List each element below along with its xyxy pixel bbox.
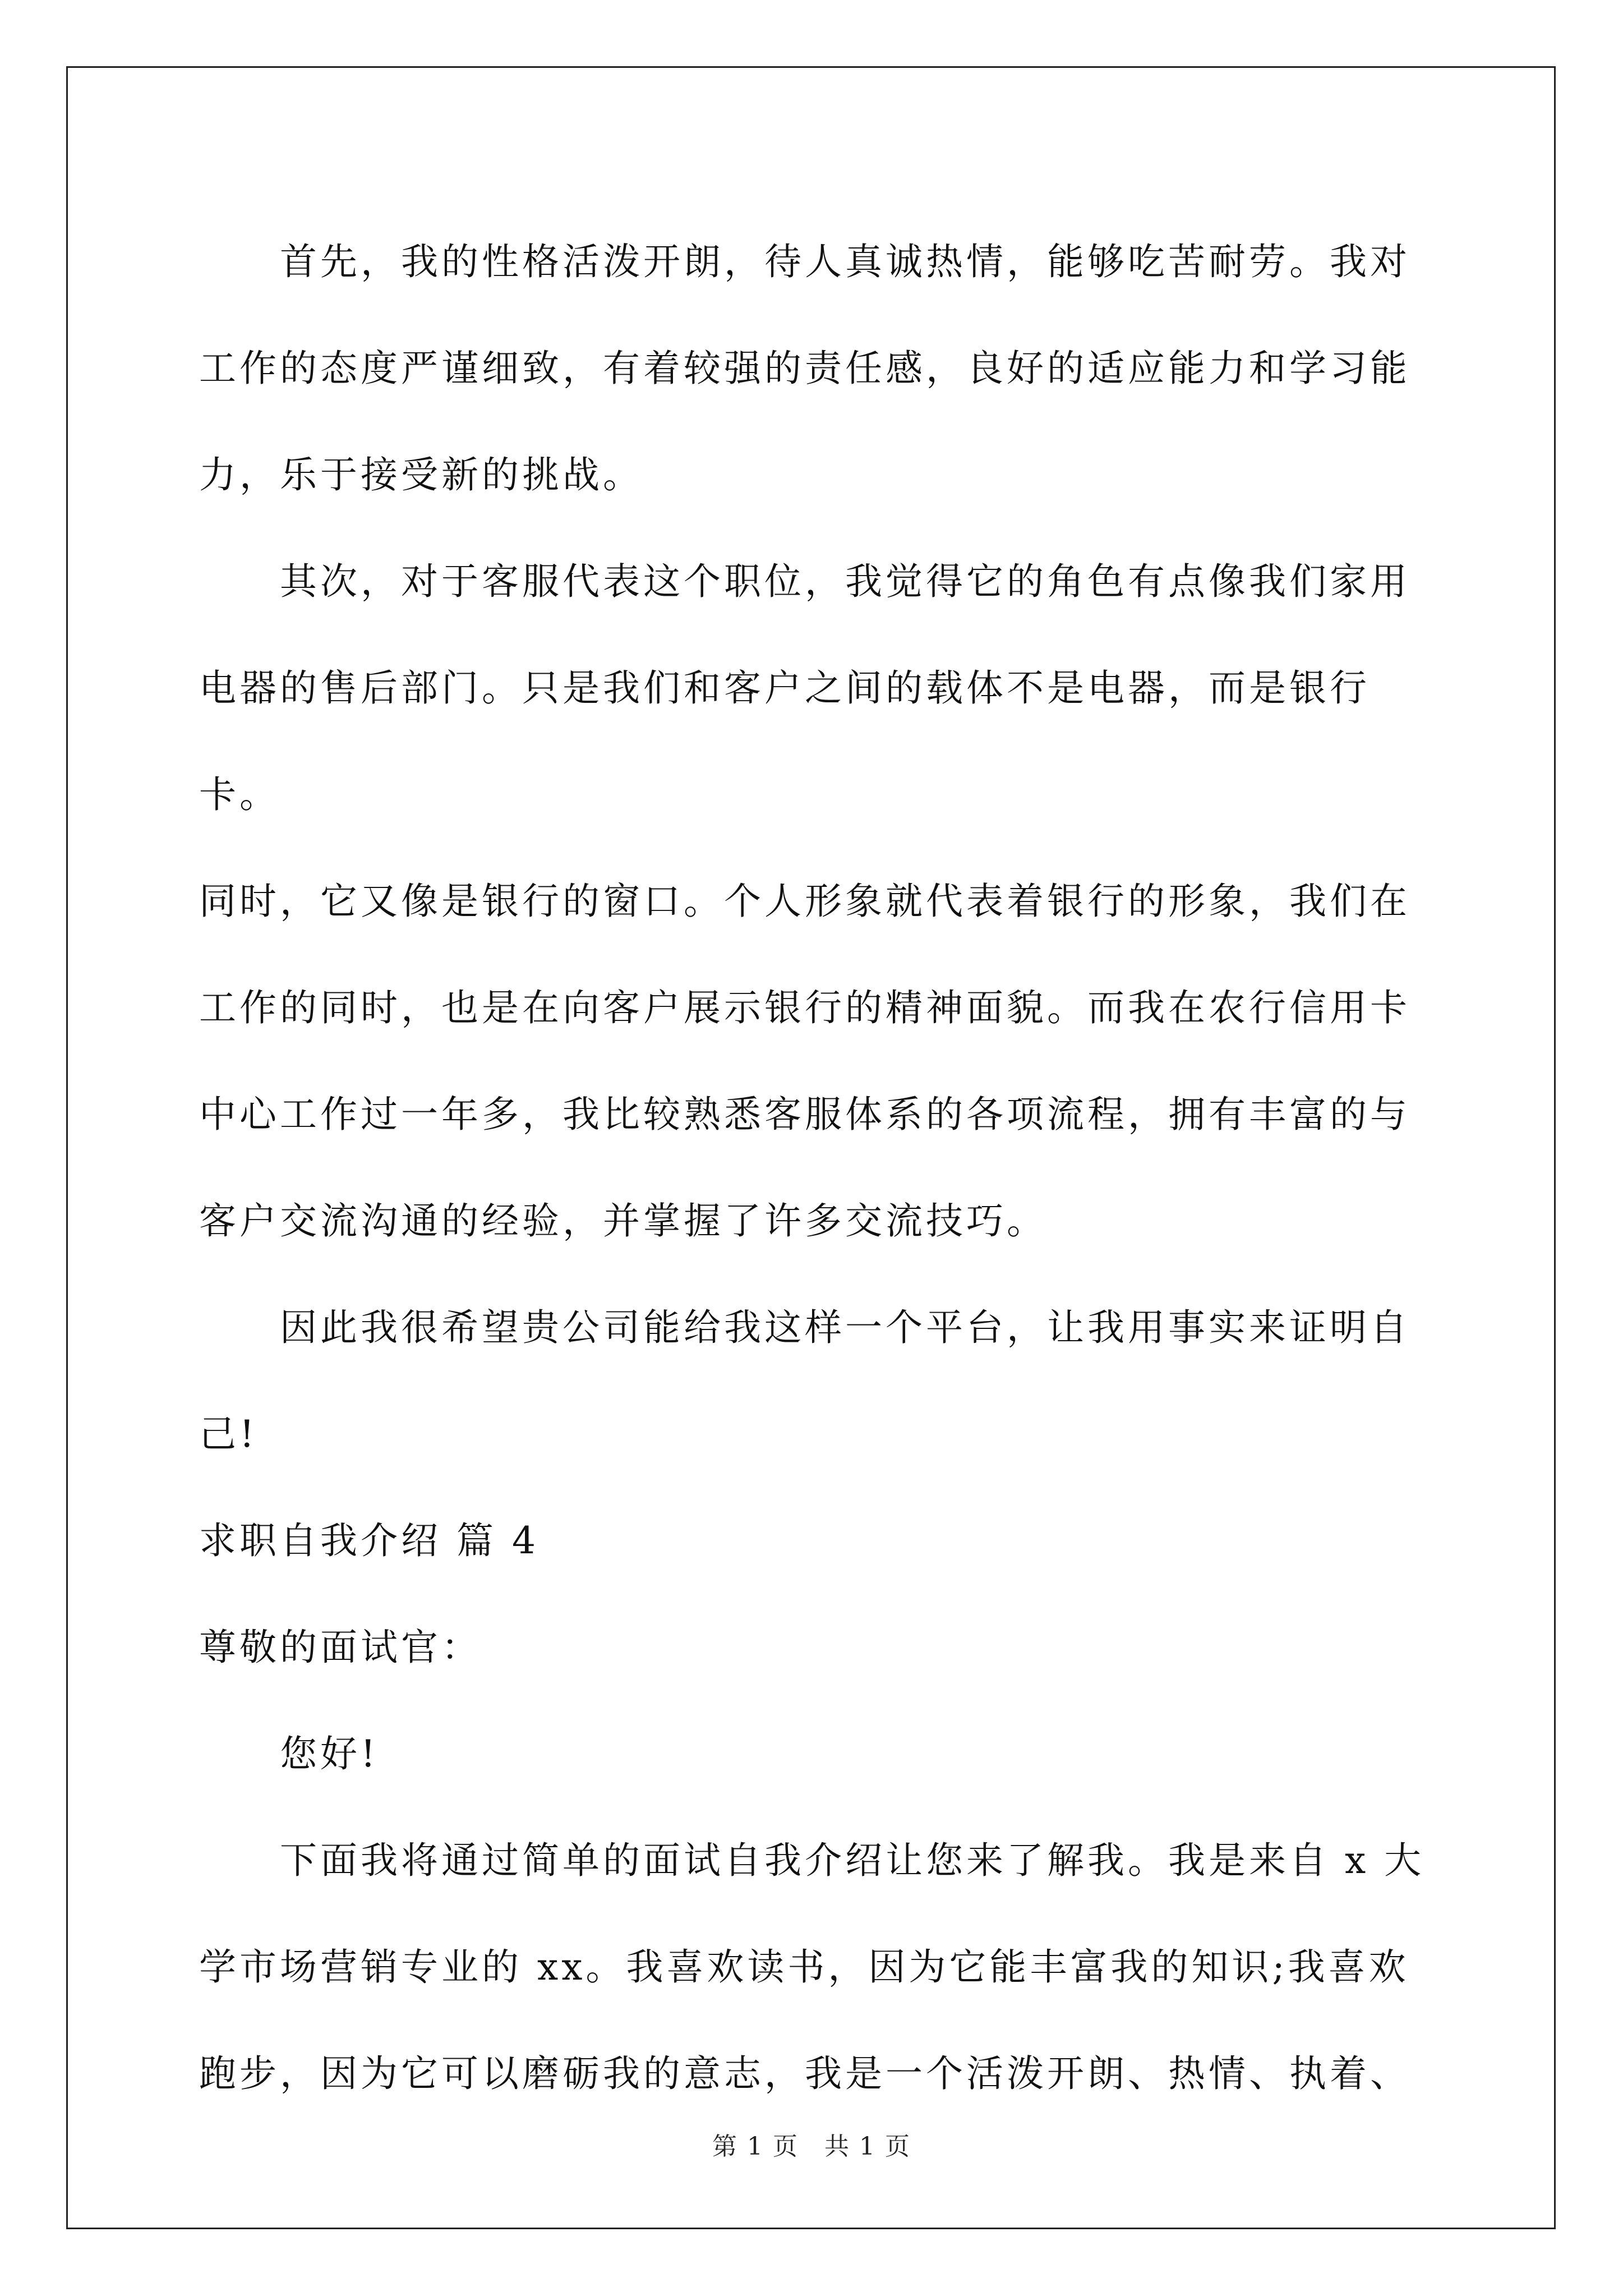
paragraph-introduction: 下面我将通过简单的面试自我介绍让您来了解我。我是来自 x 大 学市场营销专业的 xx。我喜欢读书，因为它能丰富我的知识;我喜欢 跑步，因为它可以磨砺我的意志，我是一个活泼开朗、热情、执着、 <box>199 1839 1425 2095</box>
paragraph-personality: 首先，我的性格活泼开朗，待人真诚热情，能够吃苦耐劳。我对 工作的态度严谨细致，有着较强的责任感，良好的适应能力和学习能 力，乐于接受新的挑战。 <box>199 240 1410 496</box>
salutation: 尊敬的面试官： <box>199 1626 482 1669</box>
page-footer: 第 1 页 共 1 页 <box>712 2132 911 2161</box>
section-heading: 求职自我介绍 篇 4 <box>199 1519 539 1562</box>
greeting: 您好! <box>280 1732 379 1775</box>
document-body <box>199 209 1433 2127</box>
paragraph-hope: 因此我很希望贵公司能给我这样一个平台，让我用事实来证明自 己! <box>199 1306 1410 1456</box>
paragraph-customer-service: 其次，对于客服代表这个职位，我觉得它的角色有点像我们家用 电器的售后部门。只是我们和客户之间的载体不是电器，而是银行卡。 同时，它又像是银行的窗口。个人形象就代表着银行的形象，我们在 工作的同时，也是在向客户展示银行的精神面貌。而我在农行信用卡 中心工作过一年多，我比较熟悉客服体系的各项流程，拥有丰富的与 客户交流沟通的经验，并掌握了许多交流技巧。 <box>199 560 1410 1243</box>
